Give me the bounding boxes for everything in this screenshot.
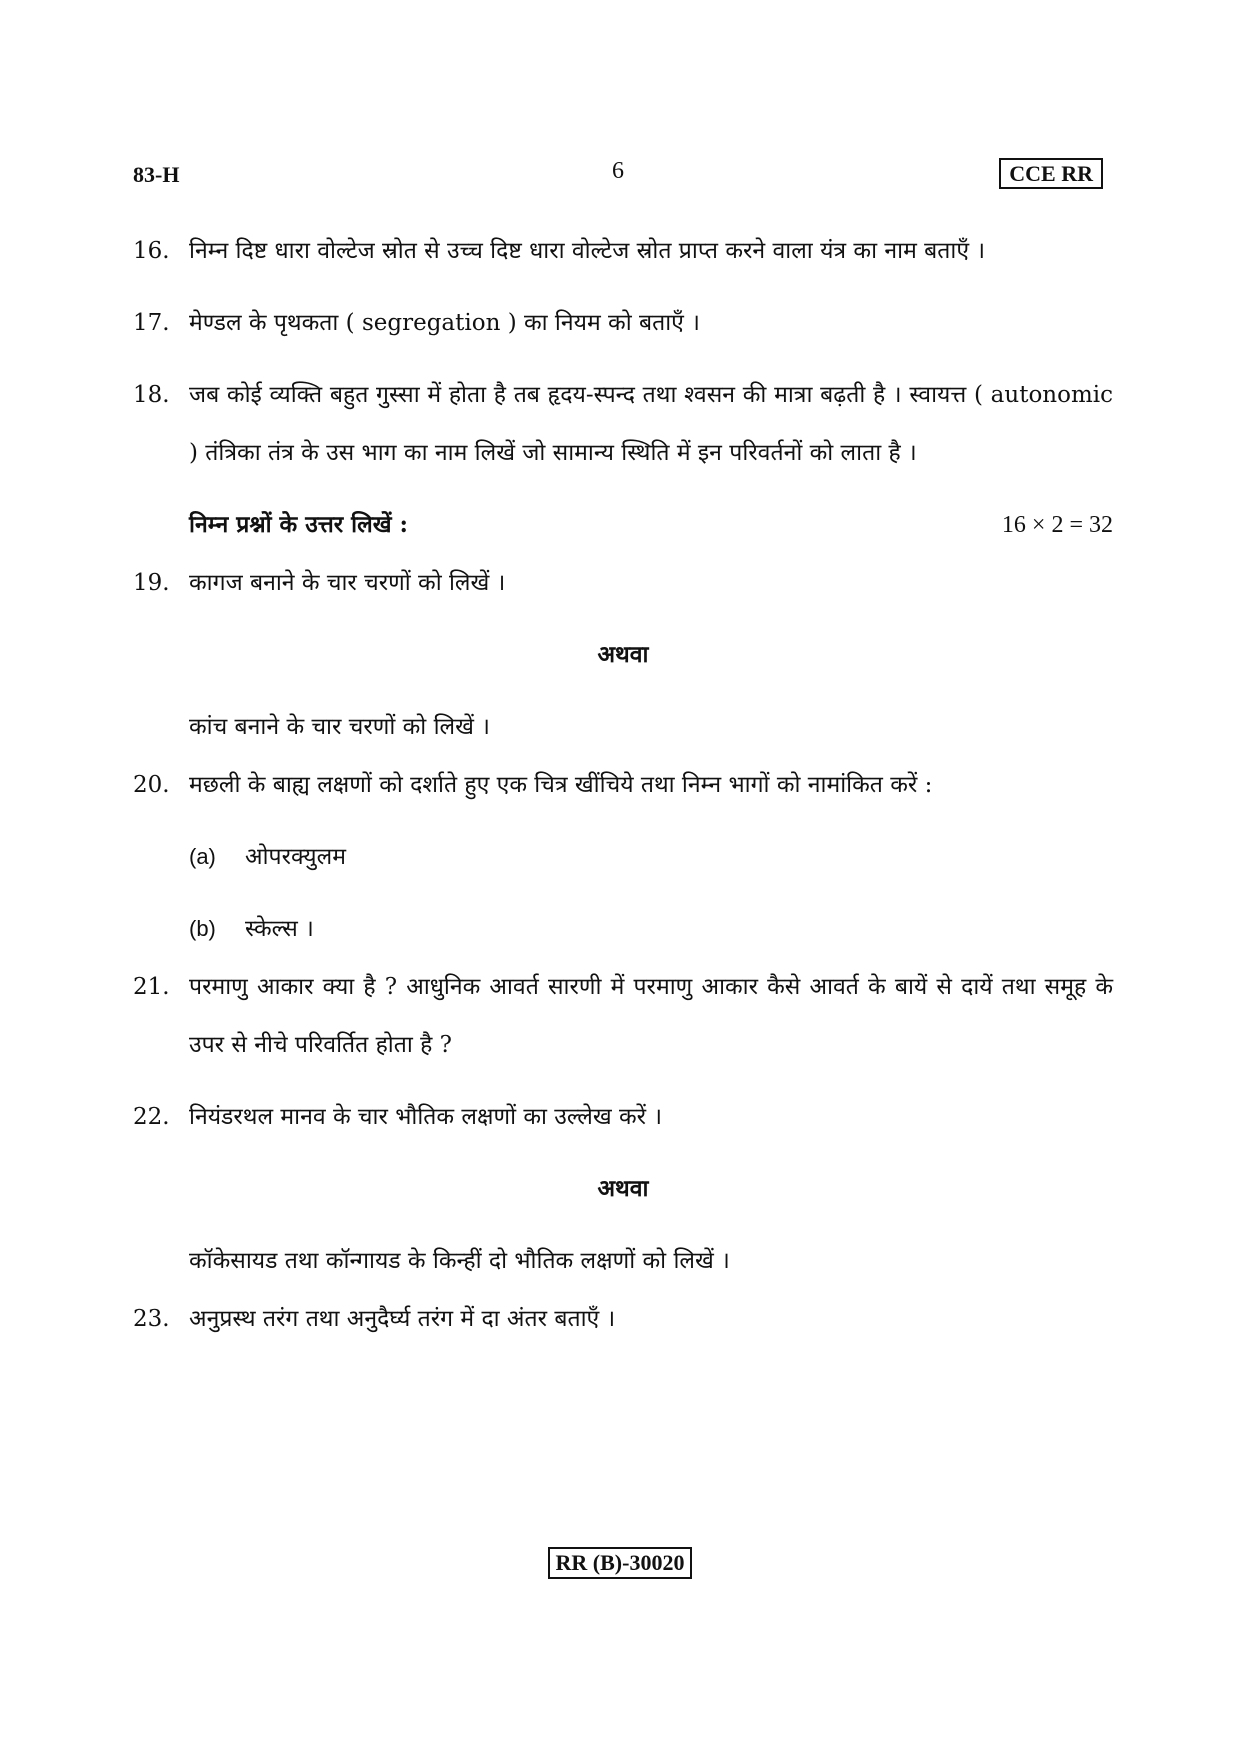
page-header [133,158,1103,194]
marks-allocation: 16 × 2 = 32 [1001,512,1113,538]
or-separator: अथवा [597,1175,649,1202]
question-text: अनुप्रस्थ तरंग तथा अनुदैर्घ्य तरंग में दा अंतर बताएँ । [189,1306,616,1332]
question-text: मेण्डल के पृथकता ( segregation ) का नियम को बताएँ । [189,310,700,336]
question-text: निम्न दिष्ट धारा वोल्टेज स्रोत से उच्च दिष्ट धारा वोल्टेज स्रोत प्राप्त करने वाला यंत्र का नाम बताएँ । [189,238,986,264]
question-21 [133,958,1113,1074]
question-18 [133,366,1113,482]
question-23 [133,1290,1113,1348]
or-separator: अथवा [597,641,649,668]
part-text: स्केल्स । [245,916,314,942]
question-20-part-b [133,900,1113,958]
paper-badge: CCE RR [999,158,1103,189]
part-text: ओपरक्युलम [245,844,346,870]
question-19 [133,554,1113,612]
part-label: (b) [189,916,216,941]
question-text: नियंडरथल मानव के चार भौतिक लक्षणों का उल्लेख करें । [189,1104,663,1130]
paper-code: 83-H [133,162,180,187]
question-text: परमाणु आकार क्या है ? आधुनिक आवर्त सारणी में परमाणु आकार कैसे आवर्त के बायें से दायें तथा समूह के उपर से नीचे परिवर्तित होता है ? [189,974,1113,1058]
instruction-text: निम्न प्रश्नों के उत्तर लिखें : [189,511,409,538]
question-number: 16. [133,238,170,264]
question-number: 19. [133,570,170,596]
question-22 [133,1088,1113,1146]
question-text: मछली के बाह्य लक्षणों को दर्शाते हुए एक चित्र खींचिये तथा निम्न भागों को नामांकित करें : [189,772,933,798]
question-text: जब कोई व्यक्ति बहुत गुस्सा में होता है तब हृदय-स्पन्द तथा श्वसन की मात्रा बढ़ती है । स्वायत्त ( autonomic ) तंत्रिका तंत्र के उस भाग का नाम लिखें जो सामान्य स्थिति में इन परिवर्तनों को लाता है । [189,382,1113,466]
question-number: 18. [133,382,170,408]
question-number: 21. [133,974,170,1000]
question-number: 20. [133,772,170,798]
question-number: 17. [133,310,170,336]
question-number: 23. [133,1306,170,1332]
footer-code: RR (B)-30020 [548,1547,693,1579]
page-footer [0,1547,1240,1579]
question-20-part-a [133,828,1113,886]
question-list [133,222,1113,1348]
question-16 [133,222,1113,280]
part-label: (a) [189,844,216,869]
question-text: कागज बनाने के चार चरणों को लिखें । [189,570,506,596]
question-17 [133,294,1113,352]
question-19-alternative: कांच बनाने के चार चरणों को लिखें । [189,714,490,740]
question-22-alternative: कॉकेसायड तथा कॉन्गायड के किन्हीं दो भौतिक लक्षणों को लिखें । [189,1248,730,1274]
section-instruction [133,496,1113,554]
page-number: 6 [612,158,624,184]
question-number: 22. [133,1104,170,1130]
question-20 [133,756,1113,814]
